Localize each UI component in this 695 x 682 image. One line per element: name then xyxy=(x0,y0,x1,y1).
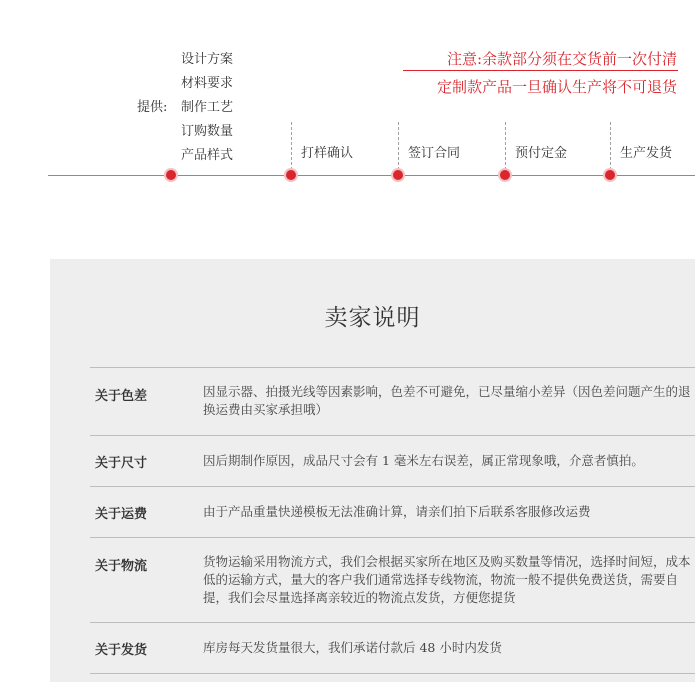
notes-table xyxy=(90,367,695,674)
note-row-color xyxy=(90,368,695,436)
row-text: 货物运输采用物流方式，我们会根据买家所在地区及购买数量等情况，选择时间短，成本低的运输方式，量大的客户我们通常选择专线物流，物流一般不提供免费送货，需要自提，我们会尽量选择离亲较近的物流点发货，方便您提货 xyxy=(203,554,691,605)
provide-label: 提供: xyxy=(137,100,168,115)
panel-title: 卖家说明 xyxy=(324,305,421,331)
row-label: 关于物流 xyxy=(95,559,148,574)
step-sign-contract: 签订合同 xyxy=(408,146,461,161)
note-row-logistics xyxy=(90,538,695,623)
row-text: 因后期制作原因，成品尺寸会有 1 毫米左右误差，属正常现象哦，介意者慎拍。 xyxy=(203,453,644,468)
row-text: 因显示器、拍摄光线等因素影响，色差不可避免，已尽量缩小差异（因色差问题产生的退换运费由买家承担哦） xyxy=(203,384,691,417)
note-row-shipping-fee xyxy=(90,487,695,538)
note-row-size xyxy=(90,436,695,487)
step-divider xyxy=(291,122,292,170)
row-text: 库房每天发货量很大，我们承诺付款后 48 小时内发货 xyxy=(203,640,502,655)
note-row-dispatch xyxy=(90,623,695,674)
row-label: 关于尺寸 xyxy=(95,456,148,471)
step-sample-confirm: 打样确认 xyxy=(301,146,354,161)
timeline-dot xyxy=(166,170,176,180)
timeline-line xyxy=(48,175,695,176)
timeline-dot xyxy=(393,170,403,180)
step-divider xyxy=(505,122,506,170)
row-label: 关于运费 xyxy=(95,507,148,522)
note-divider xyxy=(403,70,678,71)
provide-list xyxy=(181,48,233,168)
step-divider xyxy=(610,122,611,170)
step-divider xyxy=(398,122,399,170)
provide-item: 材料要求 xyxy=(181,76,234,91)
provide-item: 制作工艺 xyxy=(181,100,234,115)
row-label: 关于发货 xyxy=(95,643,148,658)
provide-item: 设计方案 xyxy=(181,52,234,67)
order-process-flow xyxy=(0,0,695,200)
step-ship: 生产发货 xyxy=(620,146,673,161)
row-label: 关于色差 xyxy=(95,389,148,404)
timeline-dot xyxy=(605,170,615,180)
step-deposit: 预付定金 xyxy=(515,146,568,161)
timeline-dot xyxy=(286,170,296,180)
provide-item: 产品样式 xyxy=(181,148,234,163)
no-return-note: 定制款产品一旦确认生产将不可退货 xyxy=(436,78,677,96)
provide-item: 订购数量 xyxy=(181,124,234,139)
row-text: 由于产品重量快递模板无法准确计算，请亲们拍下后联系客服修改运费 xyxy=(203,504,591,519)
timeline-dot xyxy=(500,170,510,180)
seller-notes-panel xyxy=(50,259,695,682)
payment-note: 注意:余款部分须在交货前一次付清 xyxy=(446,50,677,68)
